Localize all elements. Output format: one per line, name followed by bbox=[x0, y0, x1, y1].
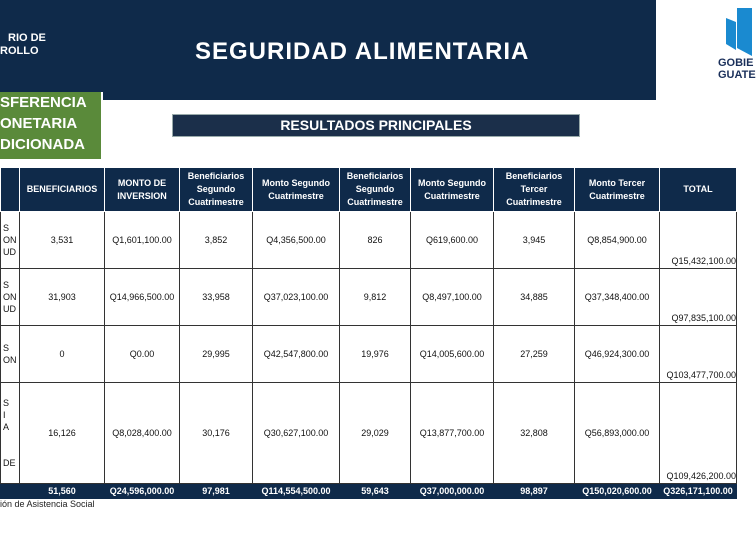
table-cell: Q37,348,400.00 bbox=[575, 269, 660, 326]
total-cell: Q326,171,100.00 bbox=[660, 484, 737, 499]
table-cell: Q1,601,100.00 bbox=[105, 212, 180, 269]
table-cell: 32,808 bbox=[494, 383, 575, 484]
table-cell: Q13,877,700.00 bbox=[411, 383, 494, 484]
row-total: Q103,477,700.00 bbox=[660, 326, 737, 383]
table-cell: Q14,005,600.00 bbox=[411, 326, 494, 383]
table-cell: 29,995 bbox=[180, 326, 253, 383]
col-header: Beneficiarios Segundo Cuatrimestre bbox=[180, 168, 253, 212]
table-cell: Q8,028,400.00 bbox=[105, 383, 180, 484]
table-cell: 33,958 bbox=[180, 269, 253, 326]
col-header: MONTO DE INVERSION bbox=[105, 168, 180, 212]
table-cell: 16,126 bbox=[20, 383, 105, 484]
table-cell: Q8,497,100.00 bbox=[411, 269, 494, 326]
row-total: Q15,432,100.00 bbox=[660, 212, 737, 269]
table-cell: Q14,966,500.00 bbox=[105, 269, 180, 326]
totals-label bbox=[1, 484, 20, 499]
section-subtitle: RESULTADOS PRINCIPALES bbox=[172, 114, 580, 137]
total-cell: 97,981 bbox=[180, 484, 253, 499]
table-cell: 30,176 bbox=[180, 383, 253, 484]
table-cell: Q8,854,900.00 bbox=[575, 212, 660, 269]
table-cell: Q42,547,800.00 bbox=[253, 326, 340, 383]
table-cell: 29,029 bbox=[340, 383, 411, 484]
table-cell: 19,976 bbox=[340, 326, 411, 383]
total-cell: 51,560 bbox=[20, 484, 105, 499]
ministry-line-2: ROLLO bbox=[0, 45, 39, 57]
row-label: S ON UD bbox=[1, 212, 20, 269]
logo-line-1: GOBIE bbox=[718, 57, 754, 69]
source-footer: ión de Asistencia Social bbox=[0, 499, 95, 509]
table-header-row bbox=[1, 168, 737, 212]
col-header: BENEFICIARIOS bbox=[20, 168, 105, 212]
total-cell: 59,643 bbox=[340, 484, 411, 499]
col-header: Monto Segundo Cuatrimestre bbox=[411, 168, 494, 212]
table-cell: 9,812 bbox=[340, 269, 411, 326]
total-cell: Q114,554,500.00 bbox=[253, 484, 340, 499]
col-header: Beneficiarios Tercer Cuatrimestre bbox=[494, 168, 575, 212]
total-cell: Q150,020,600.00 bbox=[575, 484, 660, 499]
total-cell: Q24,596,000.00 bbox=[105, 484, 180, 499]
row-label: S I A DE bbox=[1, 383, 20, 484]
logo-text bbox=[718, 57, 756, 81]
header-corner bbox=[1, 168, 20, 212]
table-cell: Q46,924,300.00 bbox=[575, 326, 660, 383]
table-cell: 826 bbox=[340, 212, 411, 269]
table-cell: Q30,627,100.00 bbox=[253, 383, 340, 484]
table-cell: 27,259 bbox=[494, 326, 575, 383]
ministry-line-1: RIO DE bbox=[8, 32, 46, 44]
table-cell: 0 bbox=[20, 326, 105, 383]
results-table bbox=[0, 167, 737, 499]
row-label: S ON bbox=[1, 326, 20, 383]
table-cell: Q56,893,000.00 bbox=[575, 383, 660, 484]
table-row bbox=[1, 383, 737, 484]
logo-line-2: GUATE bbox=[718, 69, 756, 81]
col-header: TOTAL bbox=[660, 168, 737, 212]
col-header: Monto Tercer Cuatrimestre bbox=[575, 168, 660, 212]
table-cell: 3,945 bbox=[494, 212, 575, 269]
page-title: SEGURIDAD ALIMENTARIA bbox=[195, 38, 530, 65]
totals-row bbox=[1, 484, 737, 499]
table-cell: 34,885 bbox=[494, 269, 575, 326]
table-row bbox=[1, 269, 737, 326]
table-cell: Q4,356,500.00 bbox=[253, 212, 340, 269]
table-cell: 3,531 bbox=[20, 212, 105, 269]
row-total: Q97,835,100.00 bbox=[660, 269, 737, 326]
table-row bbox=[1, 212, 737, 269]
row-label: S ON UD bbox=[1, 269, 20, 326]
program-label: SFERENCIA ONETARIA DICIONADA bbox=[0, 94, 87, 153]
col-header: Beneficiarios Segundo Cuatrimestre bbox=[340, 168, 411, 212]
total-cell: 98,897 bbox=[494, 484, 575, 499]
table-cell: Q619,600.00 bbox=[411, 212, 494, 269]
col-header: Monto Segundo Cuatrimestre bbox=[253, 168, 340, 212]
table-row bbox=[1, 326, 737, 383]
row-total: Q109,426,200.00 bbox=[660, 383, 737, 484]
ministry-name bbox=[0, 32, 46, 58]
table-cell: Q0.00 bbox=[105, 326, 180, 383]
total-cell: Q37,000,000.00 bbox=[411, 484, 494, 499]
table-cell: Q37,023,100.00 bbox=[253, 269, 340, 326]
table-cell: 31,903 bbox=[20, 269, 105, 326]
table-cell: 3,852 bbox=[180, 212, 253, 269]
